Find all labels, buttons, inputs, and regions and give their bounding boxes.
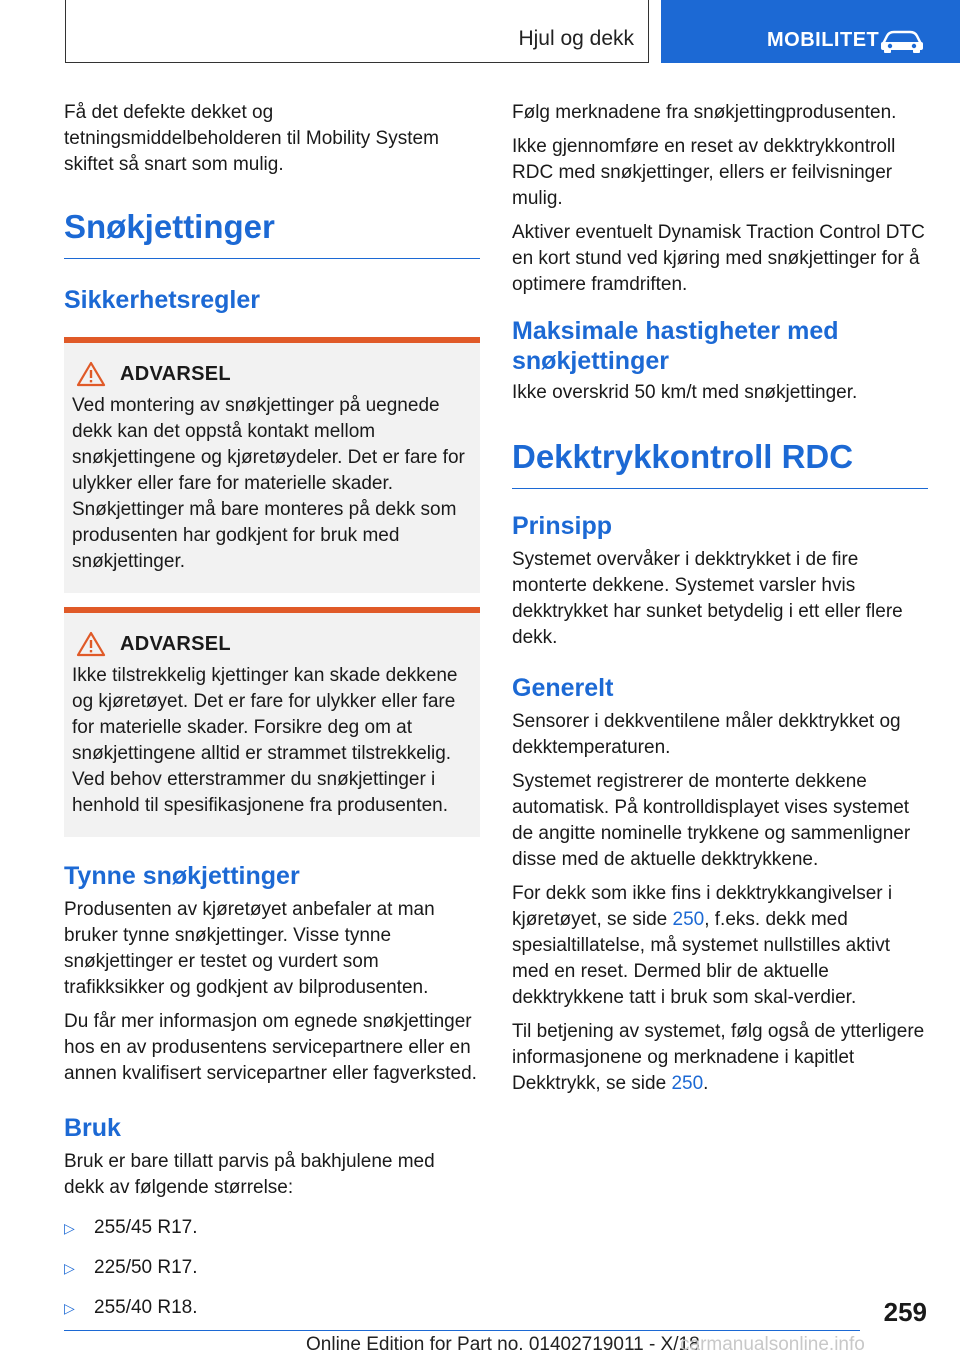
- use-paragraph: Bruk er bare tillatt parvis på bakhjulene med dekk av følgende størrelse:: [64, 1151, 435, 1198]
- page-number: 259: [883, 1297, 927, 1327]
- bullet-triangle-icon: ▷: [64, 1260, 75, 1276]
- footer-watermark: carmanualsonline.info: [680, 1334, 865, 1355]
- warning-box-2: [64, 607, 480, 837]
- warning-box-1: [64, 337, 480, 593]
- warning-triangle-icon: [76, 361, 106, 387]
- tire-size-list: [64, 1215, 480, 1321]
- general-paragraph-1: Sensorer i dekkventilene måler dekktrykket og dekktemperaturen.: [512, 711, 901, 758]
- right-column: [512, 100, 928, 1105]
- heading-use: Bruk: [64, 1114, 121, 1142]
- principle-paragraph: Systemet overvåker i dekktrykket i de fire monterte dekkene. Systemet varsler hvis dekktrykket har sunket betydelig i ett eller flere dekk.: [512, 549, 903, 648]
- page-header: [0, 0, 960, 66]
- general-paragraph-2: Systemet registrerer de monterte dekkene automatisk. På kontrolldisplayet vises systemet de angitte nominelle trykkene og sammenligner disse med de aktuelle dekktrykkene.: [512, 771, 911, 870]
- warning-title: ADVARSEL: [120, 362, 231, 385]
- heading-safety-rules: Sikkerhetsregler: [64, 286, 260, 314]
- list-item: ▷ 225/50 R17.: [64, 1255, 480, 1281]
- heading-rdc: Dekktrykkontroll RDC: [512, 436, 928, 489]
- warning-triangle-icon: [76, 631, 106, 657]
- paragraph-dtc: Aktiver eventuelt Dynamisk Traction Control DTC en kort stund ved kjøring med snøkjettinger for å optimere framdriften.: [512, 222, 925, 295]
- intro-paragraph: Få det defekte dekket og tetningsmiddelbeholderen til Mobility System skiftet så snart som mulig.: [64, 102, 439, 175]
- car-icon: [879, 28, 925, 54]
- section-tab: [65, 0, 649, 63]
- heading-thin-chains: Tynne snøkjettinger: [64, 862, 300, 890]
- paragraph-follow-notes: Følg merknadene fra snøkjettingprodusenten.: [512, 102, 897, 123]
- warning-text: Ikke tilstrekkelig kjettinger kan skade dekkene og kjøretøyet. Det er fare for ulykker eller fare for materielle skader. Forsikre deg om at snøkjettingene alltid er strammet tilstrekkelig. Ved behov etterstrammer du snøkjettinger i henhold til spesifikasjonene fra produsenten.: [72, 665, 458, 816]
- bullet-triangle-icon: ▷: [64, 1220, 75, 1236]
- heading-general: Generelt: [512, 674, 614, 702]
- warning-text: Ved montering av snøkjettinger på uegnede dekk kan det oppstå kontakt mellom snøkjettingene og kjøretøydeler. Det er fare for ulykker eller fare for materielle skader. Snøkjettinger må bare monteres på dekk som produsenten har godkjent for bruk med snøkjettinger.: [72, 395, 465, 572]
- heading-snow-chains: Snøkjettinger: [64, 206, 480, 259]
- general-paragraph-4: Til betjening av systemet, følg også de ytterligere informasjonene og merknadene i kapitlet Dekktrykk, se side 250.: [512, 1021, 925, 1094]
- list-item: ▷ 255/45 R17.: [64, 1215, 480, 1241]
- thin-paragraph-2: Du får mer informasjon om egnede snøkjettinger hos en av produsentens servicepartnere eller en annen kvalifisert servicepartner eller fagverksted.: [64, 1011, 477, 1084]
- paragraph-no-reset: Ikke gjennomføre en reset av dekktrykkontroll RDC med snøkjettinger, ellers er feilvisninger mulig.: [512, 136, 896, 209]
- warning-title: ADVARSEL: [120, 632, 231, 655]
- heading-max-speed: Maksimale hastigheter med snøkjettinger: [512, 317, 839, 375]
- thin-paragraph-1: Produsenten av kjøretøyet anbefaler at man bruker tynne snøkjettinger. Visse tynne snøkjettinger er testet og vurdert som trafikksikker og godkjent av bilprodusenten.: [64, 899, 435, 998]
- speed-paragraph: Ikke overskrid 50 km/t med snøkjettinger.: [512, 382, 858, 403]
- left-column: [64, 100, 480, 1335]
- page-link-250[interactable]: 250: [671, 1073, 704, 1094]
- general-paragraph-3: For dekk som ikke fins i dekktrykkangivelser i kjøretøyet, se side 250, f.eks. dekk med spesialtillatelse, må systemet nullstilles aktivt med en reset. Dermed blir de aktuelle dekktrykkene tatt i bruk som skal-verdier.: [512, 883, 893, 1008]
- footer-edition: Online Edition for Part no. 01402719011 - X/18: [306, 1334, 700, 1355]
- footer-divider: [64, 1330, 860, 1331]
- list-item: ▷ 255/40 R18.: [64, 1295, 480, 1321]
- heading-principle: Prinsipp: [512, 512, 613, 540]
- section-title: Hjul og dekk: [518, 27, 634, 50]
- chapter-tab: [661, 0, 960, 63]
- chapter-title: MOBILITET: [767, 29, 880, 51]
- bullet-triangle-icon: ▷: [64, 1300, 75, 1316]
- page-link-250[interactable]: 250: [672, 909, 705, 930]
